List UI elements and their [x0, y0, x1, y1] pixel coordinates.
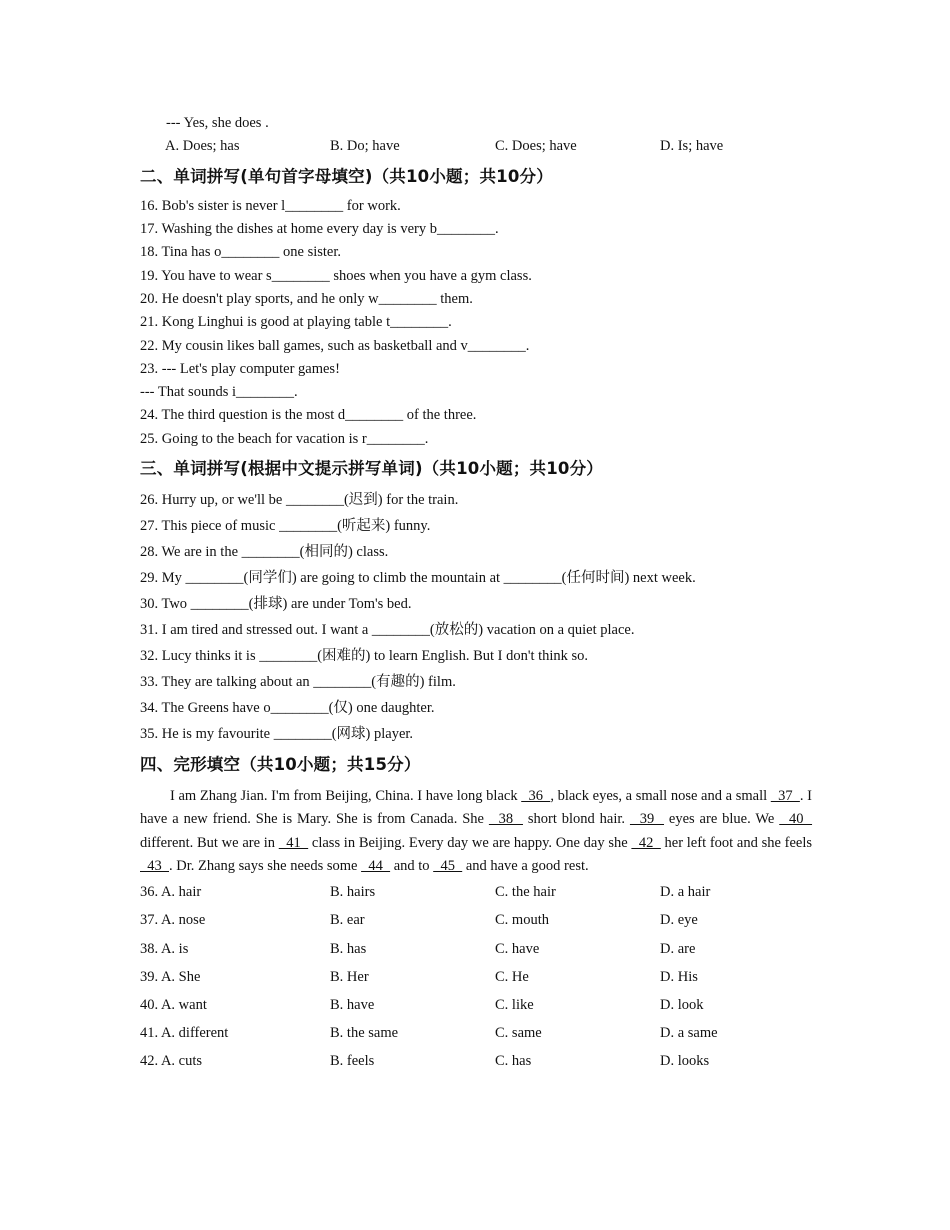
option-b: B. Her [330, 968, 369, 985]
question-line: 28. We are in the ________(相同的) class. [140, 544, 389, 561]
cloze-blank: 40 [779, 811, 813, 828]
question-line: 16. Bob's sister is never l________ for work. [140, 197, 401, 214]
option-a: 37. A. nose [140, 912, 206, 929]
option-c: C. have [495, 940, 540, 957]
exam-page [140, 112, 812, 1076]
option-c: C. has [495, 1053, 532, 1070]
question-line: 27. This piece of music ________(听起来) funny. [140, 518, 431, 535]
cloze-option-row [140, 935, 812, 963]
question-line: 23. --- Let's play computer games! [140, 360, 340, 377]
passage-text: . Dr. Zhang says she needs some [169, 857, 362, 874]
cloze-blank: 36 [521, 788, 551, 805]
option-c: C. same [495, 1025, 542, 1042]
cloze-option-row [140, 991, 812, 1019]
question-line: 20. He doesn't play sports, and he only w________ them. [140, 290, 473, 307]
option-d: D. His [660, 968, 698, 985]
cloze-blank: 41 [278, 834, 309, 851]
option-d: D. look [660, 997, 704, 1013]
option-c: C. He [495, 968, 529, 985]
passage-text: eyes are blue. We [664, 811, 780, 828]
option-b: B. has [330, 940, 367, 957]
question-line: 25. Going to the beach for vacation is r________. [140, 430, 429, 447]
option-d: D. a hair [660, 884, 711, 901]
option-row [140, 135, 812, 159]
option-d: D. a same [660, 1025, 718, 1042]
option-a: 41. A. different [140, 1025, 229, 1042]
question-line: 26. Hurry up, or we'll be ________(迟到) for the train. [140, 492, 459, 509]
option-a: 40. A. want [140, 997, 207, 1013]
question-line: 19. You have to wear s________ shoes when you have a gym class. [140, 267, 532, 284]
passage-text: different. But we are in [140, 834, 279, 851]
option-c: C. the hair [495, 884, 556, 901]
option-b: B. ear [330, 912, 365, 929]
option-b: B. the same [330, 1025, 399, 1042]
option-c: C. like [495, 997, 534, 1013]
option-b: B. have [330, 997, 375, 1013]
question-line: 29. My ________(同学们) are going to climb the mountain at ________(任何时间) next week. [140, 570, 696, 587]
option-d: D. Is; have [660, 138, 724, 155]
question-line: 18. Tina has o________ one sister. [140, 244, 341, 261]
question-line: 32. Lucy thinks it is ________(困难的) to learn English. But I don't think so. [140, 648, 589, 665]
cloze-blank: 38 [488, 811, 523, 828]
question-line: 35. He is my favourite ________(网球) player. [140, 726, 414, 743]
cloze-blank: 45 [433, 857, 463, 874]
question-line: 31. I am tired and stressed out. I want a ________(放松的) vacation on a quiet place. [140, 622, 635, 639]
option-b: B. Do; have [330, 138, 400, 155]
question-line: 24. The third question is the most d________ of the three. [140, 407, 477, 424]
cloze-blank: 37 [770, 788, 800, 805]
option-d: D. looks [660, 1053, 710, 1070]
cloze-option-row [140, 1019, 812, 1047]
option-a: 36. A. hair [140, 884, 202, 901]
cloze-blank: 42 [631, 834, 661, 851]
cloze-option-row [140, 963, 812, 991]
passage-text: , black eyes, a small nose and a small [550, 788, 771, 805]
option-b: B. hairs [330, 884, 376, 901]
passage-text: her left foot and she feels [660, 834, 813, 851]
question-line: 21. Kong Linghui is good at playing table t________. [140, 314, 452, 331]
cloze-passage [140, 785, 812, 878]
option-b: B. feels [330, 1053, 375, 1070]
option-a: 42. A. cuts [140, 1053, 203, 1070]
passage-text: and have a good rest. [462, 857, 589, 874]
cloze-option-row [140, 878, 812, 906]
option-c: C. mouth [495, 912, 549, 929]
question-line: 33. They are talking about an ________(有趣的) film. [140, 674, 456, 691]
option-c: C. Does; have [495, 138, 577, 155]
section-heading: 三、单词拼写(根据中文提示拼写单词)（共10小题；共10分） [140, 459, 604, 479]
cloze-blank: 43 [140, 857, 169, 874]
section-heading: 四、完形填空（共10小题；共15分） [140, 755, 421, 775]
question-line: 22. My cousin likes ball games, such as basketball and v________. [140, 337, 530, 354]
cloze-options [140, 878, 812, 1075]
option-d: D. eye [660, 912, 698, 929]
question-list [140, 487, 812, 747]
cloze-blank: 39 [629, 811, 665, 828]
passage-text: I am Zhang Jian. I'm from Beijing, China. I have long black [170, 788, 522, 805]
passage-text: and to [390, 857, 434, 874]
passage-text: class in Beijing. Every day we are happy. One day she [308, 834, 632, 851]
question-line: --- That sounds i________. [140, 384, 298, 401]
cloze-option-row [140, 1047, 812, 1075]
option-a: 39. A. She [140, 968, 201, 985]
option-a: A. Does; has [165, 138, 240, 155]
cloze-option-row [140, 906, 812, 934]
answer-line: --- Yes, she does . [166, 115, 269, 131]
option-a: 38. A. is [140, 940, 189, 957]
passage-text: short blond hair. [522, 811, 630, 828]
question-line: 17. Washing the dishes at home every day is very b________. [140, 221, 499, 238]
cloze-blank: 44 [361, 857, 391, 874]
option-d: D. are [660, 940, 696, 957]
question-line: 30. Two ________(排球) are under Tom's bed. [140, 596, 412, 613]
question-list [140, 195, 812, 451]
passage-text: . I have a new friend. She is Mary. She is from Canada. She [140, 788, 812, 828]
section-heading: 二、单词拼写(单句首字母填空)（共10小题；共10分） [140, 166, 553, 186]
question-line: 34. The Greens have o________(仅) one daughter. [140, 700, 435, 717]
